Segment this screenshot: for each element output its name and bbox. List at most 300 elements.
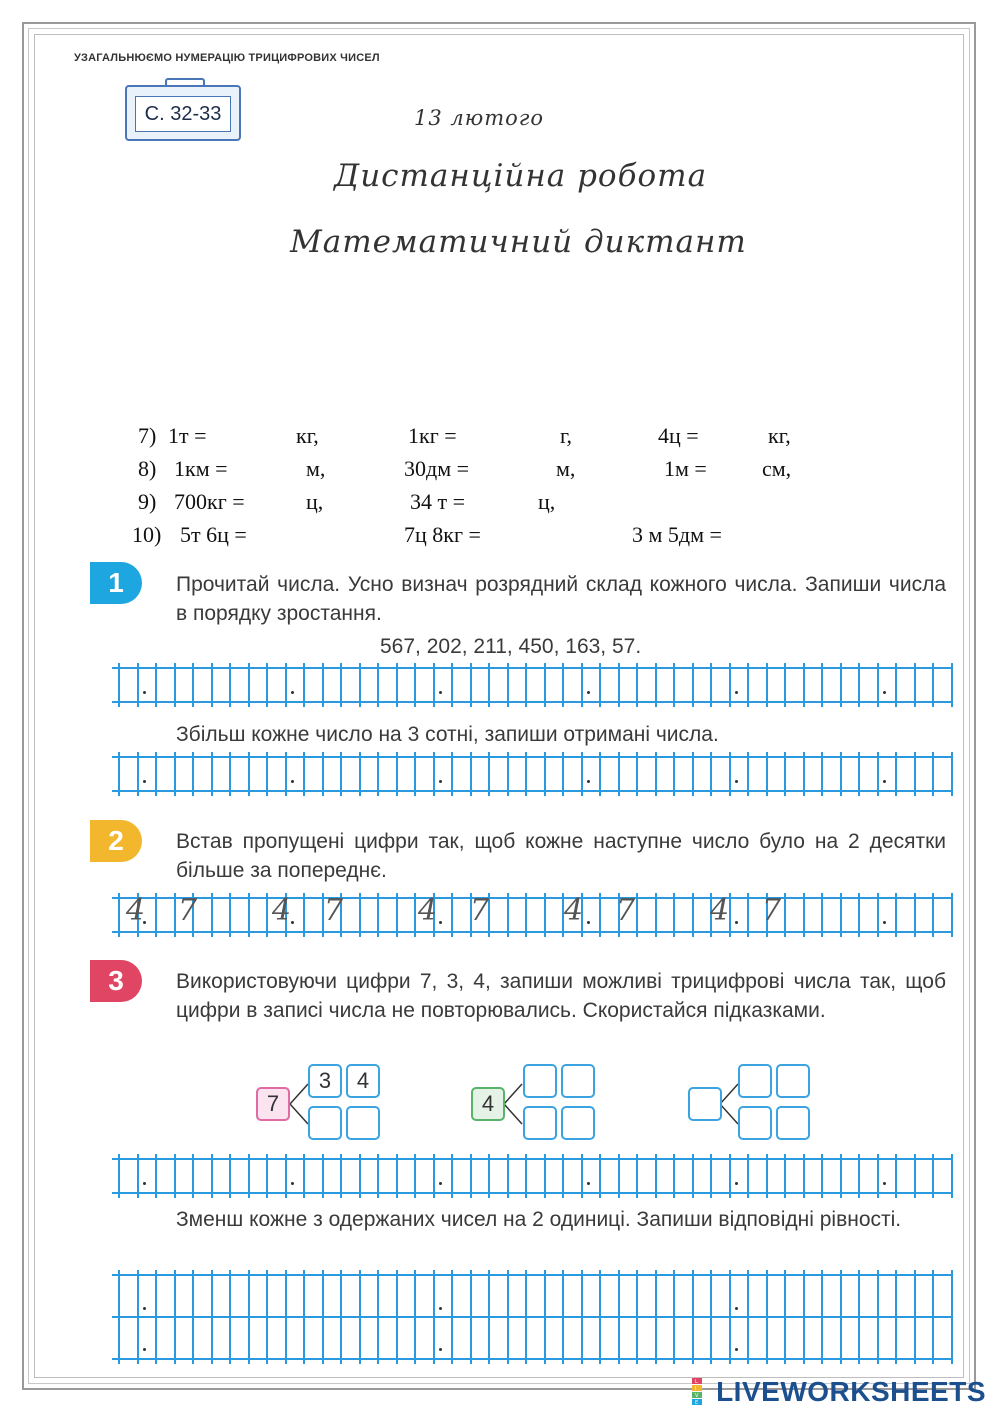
grid-tick <box>877 893 879 937</box>
grid-tick <box>396 752 398 796</box>
grid-dot <box>587 921 590 924</box>
grid-tick <box>729 1154 731 1198</box>
prefilled-digit: 4 <box>126 893 146 928</box>
grid-tick <box>451 1270 453 1364</box>
grid-tick <box>932 663 934 707</box>
grid-tick <box>155 663 157 707</box>
grid-tick <box>821 663 823 707</box>
grid-tick <box>710 1270 712 1364</box>
grid-tick <box>636 752 638 796</box>
grid-tick <box>729 1270 731 1364</box>
grid-tick <box>914 1154 916 1198</box>
grid-tick <box>821 1154 823 1198</box>
grid-dot <box>735 921 738 924</box>
grid-tick <box>951 1270 953 1364</box>
grid-tick <box>840 663 842 707</box>
grid-tick <box>248 893 250 937</box>
logo-letter: L <box>695 1379 698 1385</box>
grid-tick <box>414 893 416 937</box>
grid-tick <box>340 1270 342 1364</box>
grid-tick <box>525 1270 527 1364</box>
grid-tick <box>303 1270 305 1364</box>
grid-dot <box>439 691 442 694</box>
grid-tick <box>840 1154 842 1198</box>
grid-tick <box>192 1154 194 1198</box>
grid-tick <box>581 1270 583 1364</box>
grid-tick <box>544 893 546 937</box>
dict-item: 5т 6ц = <box>180 522 247 547</box>
grid-tick <box>618 752 620 796</box>
grid-tick <box>544 752 546 796</box>
grid-tick <box>340 1154 342 1198</box>
grid-tick <box>118 1154 120 1198</box>
dict-row-9-num: 9) <box>138 489 157 514</box>
grid-dot <box>143 1182 146 1185</box>
grid-tick <box>137 1154 139 1198</box>
grid-tick <box>488 1270 490 1364</box>
grid-tick <box>932 752 934 796</box>
grid-tick <box>692 1270 694 1364</box>
grid-tick <box>359 893 361 937</box>
grid-tick <box>359 663 361 707</box>
grid-dot <box>291 691 294 694</box>
grid-tick <box>636 1270 638 1364</box>
grid-tick <box>396 663 398 707</box>
hint-cell[interactable] <box>346 1106 380 1140</box>
answer-grid-3[interactable] <box>112 893 952 933</box>
grid-dot <box>587 780 590 783</box>
logo-letter: V <box>695 1393 699 1399</box>
grid-tick <box>359 1270 361 1364</box>
grid-dot <box>883 1182 886 1185</box>
grid-tick <box>618 1270 620 1364</box>
grid-tick <box>248 663 250 707</box>
answer-grid-1[interactable] <box>112 667 952 703</box>
grid-tick <box>488 1154 490 1198</box>
hint-cell-filled: 3 <box>308 1064 342 1098</box>
grid-tick <box>562 752 564 796</box>
grid-tick <box>766 663 768 707</box>
grid-tick <box>137 1270 139 1364</box>
grid-tick <box>248 1270 250 1364</box>
grid-dot <box>439 921 442 924</box>
grid-tick <box>488 663 490 707</box>
grid-tick <box>932 1270 934 1364</box>
grid-tick <box>692 893 694 937</box>
grid-tick <box>932 1154 934 1198</box>
dict-item: 4ц = <box>658 423 699 448</box>
grid-tick <box>895 752 897 796</box>
grid-dot <box>883 691 886 694</box>
grid-tick <box>377 893 379 937</box>
dict-item: м, <box>556 456 576 481</box>
prefilled-digit: 4 <box>710 893 730 928</box>
grid-tick <box>414 663 416 707</box>
grid-tick <box>895 663 897 707</box>
handwritten-title-2: Математичний диктант <box>290 224 747 260</box>
grid-tick <box>766 1154 768 1198</box>
grid-row-line <box>112 1316 952 1318</box>
grid-tick <box>803 663 805 707</box>
answer-grid-5[interactable] <box>112 1274 952 1360</box>
grid-tick <box>747 752 749 796</box>
grid-tick <box>729 663 731 707</box>
task-3-badge: 3 <box>90 960 142 1002</box>
grid-tick <box>821 752 823 796</box>
grid-dot <box>735 1182 738 1185</box>
grid-tick <box>655 893 657 937</box>
dict-item: 1км = <box>174 456 228 481</box>
prefilled-digit: 7 <box>178 893 198 928</box>
grid-tick <box>266 1154 268 1198</box>
liveworksheets-logo-icon <box>692 1378 714 1406</box>
grid-tick <box>451 663 453 707</box>
hint-cell[interactable] <box>523 1064 557 1098</box>
grid-tick <box>895 1154 897 1198</box>
grid-tick <box>322 1154 324 1198</box>
grid-dot <box>587 1182 590 1185</box>
grid-tick <box>784 893 786 937</box>
grid-tick <box>858 663 860 707</box>
dict-item: кг, <box>296 423 319 448</box>
grid-tick <box>451 752 453 796</box>
grid-tick <box>618 663 620 707</box>
dict-item: ц, <box>306 489 324 514</box>
brand-wordmark: LIVEWORKSHEETS <box>716 1376 986 1407</box>
grid-tick <box>784 663 786 707</box>
grid-tick <box>433 663 435 707</box>
grid-tick <box>914 663 916 707</box>
grid-tick <box>673 893 675 937</box>
grid-dot <box>439 1307 442 1310</box>
grid-tick <box>396 1270 398 1364</box>
grid-tick <box>821 893 823 937</box>
task-1-subtext: Збільш кожне число на 3 сотні, запиши отримані числа. <box>176 723 719 746</box>
grid-tick <box>377 1154 379 1198</box>
grid-tick <box>211 893 213 937</box>
grid-tick <box>155 893 157 937</box>
grid-tick <box>470 752 472 796</box>
grid-dot <box>291 780 294 783</box>
grid-tick <box>784 1270 786 1364</box>
grid-tick <box>636 893 638 937</box>
hint-root-4: 4 <box>471 1087 505 1121</box>
grid-tick <box>433 1154 435 1198</box>
grid-dot <box>291 1182 294 1185</box>
grid-tick <box>877 1270 879 1364</box>
page-ref-card <box>125 85 241 141</box>
grid-dot <box>587 691 590 694</box>
hint-cell[interactable] <box>561 1064 595 1098</box>
grid-tick <box>285 752 287 796</box>
dict-item: 30дм = <box>404 456 470 481</box>
grid-dot <box>735 780 738 783</box>
grid-tick <box>710 752 712 796</box>
grid-tick <box>655 752 657 796</box>
grid-dot <box>883 780 886 783</box>
grid-tick <box>507 1154 509 1198</box>
grid-tick <box>599 663 601 707</box>
grid-tick <box>951 893 953 937</box>
hint-root-empty[interactable] <box>688 1087 722 1121</box>
grid-tick <box>655 1270 657 1364</box>
grid-tick <box>377 663 379 707</box>
grid-tick <box>118 663 120 707</box>
grid-dot <box>883 921 886 924</box>
grid-tick <box>618 1154 620 1198</box>
grid-tick <box>525 893 527 937</box>
task-2-text: Встав пропущені цифри так, щоб кожне наступне число було на 2 десятки більше за попереднє. <box>176 830 946 882</box>
grid-tick <box>784 752 786 796</box>
grid-tick <box>414 1270 416 1364</box>
grid-tick <box>599 752 601 796</box>
grid-tick <box>544 1270 546 1364</box>
section-title: УЗАГАЛЬНЮЄМО НУМЕРАЦІЮ ТРИЦИФРОВИХ ЧИСЕЛ <box>74 52 380 64</box>
grid-tick <box>192 663 194 707</box>
hint-cell[interactable] <box>776 1106 810 1140</box>
grid-tick <box>877 752 879 796</box>
page-ref-label: С. 32-33 <box>135 96 231 132</box>
grid-tick <box>525 752 527 796</box>
grid-tick <box>692 1154 694 1198</box>
grid-tick <box>747 663 749 707</box>
answer-grid-2[interactable] <box>112 756 952 792</box>
grid-dot <box>143 1307 146 1310</box>
grid-tick <box>285 663 287 707</box>
hint-cell-filled: 4 <box>346 1064 380 1098</box>
grid-tick <box>414 1154 416 1198</box>
grid-tick <box>747 893 749 937</box>
grid-tick <box>266 663 268 707</box>
grid-dot <box>439 1182 442 1185</box>
hint-cell[interactable] <box>776 1064 810 1098</box>
grid-tick <box>858 1154 860 1198</box>
grid-tick <box>858 752 860 796</box>
grid-tick <box>544 1154 546 1198</box>
grid-tick <box>766 752 768 796</box>
dict-row-8-num: 8) <box>138 456 157 481</box>
dict-row-10-num: 10) <box>132 522 162 547</box>
hint-cell[interactable] <box>561 1106 595 1140</box>
grid-tick <box>562 1270 564 1364</box>
grid-tick <box>118 1270 120 1364</box>
grid-tick <box>174 752 176 796</box>
grid-tick <box>211 752 213 796</box>
grid-tick <box>636 1154 638 1198</box>
grid-tick <box>137 663 139 707</box>
grid-tick <box>803 1154 805 1198</box>
grid-tick <box>174 893 176 937</box>
grid-tick <box>507 663 509 707</box>
grid-tick <box>470 1270 472 1364</box>
grid-tick <box>840 893 842 937</box>
grid-tick <box>377 752 379 796</box>
grid-tick <box>914 893 916 937</box>
grid-tick <box>710 1154 712 1198</box>
grid-tick <box>303 893 305 937</box>
grid-tick <box>433 1270 435 1364</box>
grid-tick <box>544 663 546 707</box>
grid-tick <box>470 663 472 707</box>
prefilled-digit: 4 <box>418 893 438 928</box>
grid-tick <box>766 1270 768 1364</box>
grid-tick <box>211 663 213 707</box>
grid-dot <box>735 691 738 694</box>
grid-tick <box>914 752 916 796</box>
grid-tick <box>877 663 879 707</box>
grid-tick <box>174 1154 176 1198</box>
grid-tick <box>655 1154 657 1198</box>
grid-tick <box>414 752 416 796</box>
grid-tick <box>599 1270 601 1364</box>
grid-tick <box>118 752 120 796</box>
grid-tick <box>340 663 342 707</box>
grid-tick <box>525 663 527 707</box>
logo-letter: E <box>695 1400 699 1406</box>
prefilled-digit: 4 <box>272 893 292 928</box>
hint-cell[interactable] <box>738 1106 772 1140</box>
dict-item: ц, <box>538 489 556 514</box>
grid-tick <box>322 663 324 707</box>
grid-tick <box>803 752 805 796</box>
grid-tick <box>322 1270 324 1364</box>
grid-tick <box>895 893 897 937</box>
grid-tick <box>655 663 657 707</box>
grid-dot <box>143 780 146 783</box>
logo-letter: I <box>695 1386 697 1392</box>
grid-tick <box>673 663 675 707</box>
grid-tick <box>692 663 694 707</box>
grid-tick <box>192 752 194 796</box>
handwritten-date: 13 лютого <box>414 106 545 130</box>
hint-cell[interactable] <box>738 1064 772 1098</box>
grid-tick <box>174 1270 176 1364</box>
task-1-badge: 1 <box>90 562 142 604</box>
dict-item: м, <box>306 456 326 481</box>
grid-tick <box>377 1270 379 1364</box>
grid-tick <box>396 1154 398 1198</box>
grid-dot <box>735 1348 738 1351</box>
dict-item: 1т = <box>168 423 207 448</box>
grid-tick <box>488 752 490 796</box>
dict-item: кг, <box>768 423 791 448</box>
hint-cell[interactable] <box>308 1106 342 1140</box>
grid-tick <box>211 1270 213 1364</box>
grid-tick <box>673 752 675 796</box>
grid-tick <box>303 663 305 707</box>
grid-tick <box>599 893 601 937</box>
grid-tick <box>248 1154 250 1198</box>
task-3-text: Використовуючи цифри 7, 3, 4, запиши можливі трицифрові числа так, щоб цифри в записі числа не повторювались. Скористайся підказками. <box>176 970 946 1022</box>
prefilled-digit: 4 <box>564 893 584 928</box>
grid-tick <box>451 1154 453 1198</box>
grid-tick <box>562 1154 564 1198</box>
grid-tick <box>211 1154 213 1198</box>
grid-tick <box>858 1270 860 1364</box>
grid-tick <box>248 752 250 796</box>
grid-tick <box>118 893 120 937</box>
grid-tick <box>155 752 157 796</box>
dict-item: 700кг = <box>174 489 245 514</box>
grid-dot <box>143 691 146 694</box>
grid-tick <box>174 663 176 707</box>
grid-tick <box>229 752 231 796</box>
grid-tick <box>581 1154 583 1198</box>
grid-tick <box>877 1154 879 1198</box>
grid-tick <box>840 752 842 796</box>
dict-item: 1м = <box>664 456 707 481</box>
grid-tick <box>507 893 509 937</box>
dict-item: 1кг = <box>408 423 457 448</box>
hint-cell[interactable] <box>523 1106 557 1140</box>
prefilled-digit: 7 <box>762 893 782 928</box>
grid-tick <box>303 752 305 796</box>
task-2-badge: 2 <box>90 820 142 862</box>
grid-tick <box>895 1270 897 1364</box>
grid-tick <box>359 1154 361 1198</box>
grid-tick <box>803 893 805 937</box>
grid-tick <box>266 893 268 937</box>
grid-tick <box>840 1270 842 1364</box>
grid-tick <box>470 1154 472 1198</box>
grid-tick <box>155 1154 157 1198</box>
grid-tick <box>747 1154 749 1198</box>
hint-root-7: 7 <box>256 1087 290 1121</box>
grid-tick <box>396 893 398 937</box>
grid-tick <box>266 1270 268 1364</box>
grid-tick <box>303 1154 305 1198</box>
grid-tick <box>359 752 361 796</box>
grid-tick <box>914 1270 916 1364</box>
grid-tick <box>340 752 342 796</box>
dict-item: см, <box>762 456 792 481</box>
grid-tick <box>803 1270 805 1364</box>
grid-tick <box>951 1154 953 1198</box>
grid-tick <box>692 752 694 796</box>
grid-dot <box>439 780 442 783</box>
dict-row-7-num: 7) <box>138 423 157 448</box>
grid-tick <box>673 1270 675 1364</box>
task-1-numbers: 567, 202, 211, 450, 163, 57. <box>380 635 642 658</box>
answer-grid-4[interactable] <box>112 1158 952 1194</box>
handwritten-title-1: Дистанційна робота <box>334 158 708 194</box>
prefilled-digit: 7 <box>616 893 636 928</box>
grid-tick <box>599 1154 601 1198</box>
grid-tick <box>229 1270 231 1364</box>
grid-tick <box>729 752 731 796</box>
grid-tick <box>858 893 860 937</box>
grid-tick <box>784 1154 786 1198</box>
grid-tick <box>581 752 583 796</box>
grid-tick <box>636 663 638 707</box>
grid-tick <box>155 1270 157 1364</box>
grid-tick <box>229 893 231 937</box>
grid-tick <box>932 893 934 937</box>
grid-tick <box>710 663 712 707</box>
grid-tick <box>951 752 953 796</box>
grid-tick <box>562 663 564 707</box>
grid-tick <box>229 1154 231 1198</box>
dict-item: 34 т = <box>410 489 466 514</box>
grid-tick <box>192 1270 194 1364</box>
grid-tick <box>229 663 231 707</box>
task-1-text: Прочитай числа. Усно визнач розрядний склад кожного числа. Запиши числа в порядку зростання. <box>176 573 946 625</box>
grid-tick <box>285 1270 287 1364</box>
dict-item: г, <box>560 423 573 448</box>
prefilled-digit: 7 <box>324 893 344 928</box>
grid-tick <box>525 1154 527 1198</box>
dict-item: 3 м 5дм = <box>632 522 722 547</box>
